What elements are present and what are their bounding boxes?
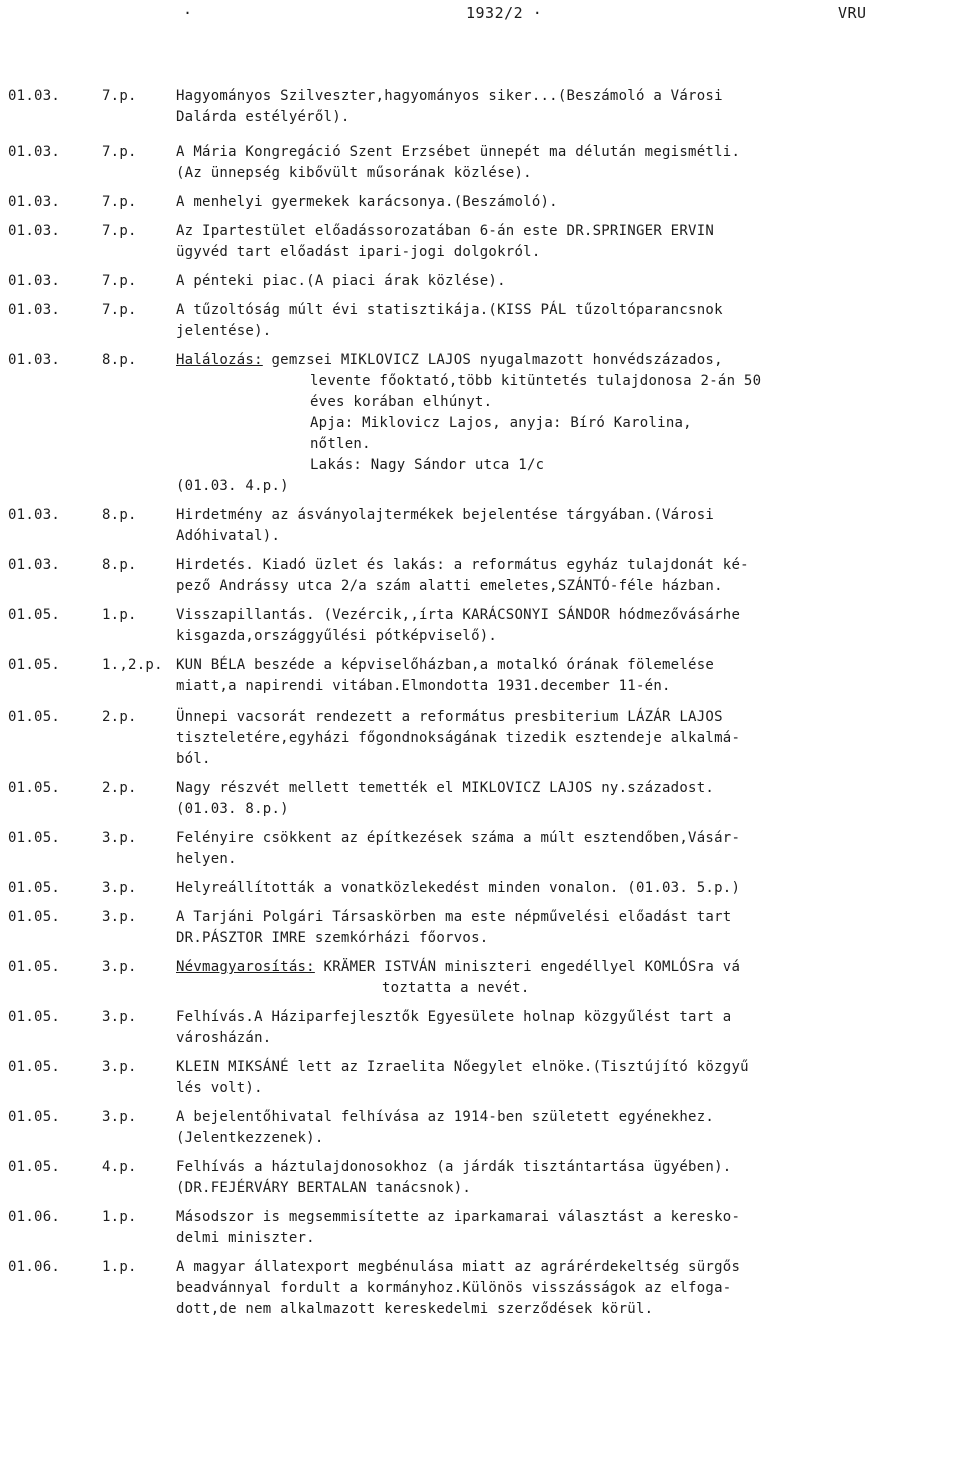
entry-date: 01.05. — [8, 1109, 61, 1125]
entry-text-line: lés volt). — [176, 1080, 263, 1096]
entry-list — [0, 78, 960, 1320]
entry-date: 01.06. — [8, 1209, 61, 1225]
entry-text-line: Ünnepi vacsorát rendezett a református presbiterium LÁZÁR LAJOS — [176, 709, 723, 725]
entry-page: 7.p. — [102, 194, 137, 210]
entry-page: 3.p. — [102, 909, 137, 925]
entry-lead: Névmagyarosítás: — [176, 959, 315, 975]
entry-text-line: ból. — [176, 751, 211, 767]
entry-page: 3.p. — [102, 959, 137, 975]
entry-date: 01.03. — [8, 144, 61, 160]
entry-row — [0, 86, 960, 128]
header-mark: · — [183, 4, 193, 22]
entry-row — [0, 878, 960, 899]
entry-date: 01.05. — [8, 1009, 61, 1025]
entry-text-line: Hagyományos Szilveszter,hagyományos siker...(Beszámoló a Városi — [176, 88, 723, 104]
entry-row — [0, 1157, 960, 1199]
entry-text-line: Felényire csökkent az építkezések száma a múlt esztendőben,Vásár- — [176, 830, 741, 846]
entry-page: 3.p. — [102, 880, 137, 896]
entry-text-line: jelentése). — [176, 323, 272, 339]
entry-text-line: A magyar állatexport megbénulása miatt az agrárérdekeltség sürgős — [176, 1259, 741, 1275]
entry-date: 01.05. — [8, 909, 61, 925]
entry-date: 01.03. — [8, 194, 61, 210]
entry-page: 2.p. — [102, 709, 137, 725]
entry-text-line: Névmagyarosítás: KRÄMER ISTVÁN miniszteri engedéllyel KOMLÓSra vá — [176, 959, 741, 975]
entry-date: 01.05. — [8, 657, 61, 673]
entry-text-line: Hirdetés. Kiadó üzlet és lakás: a református egyház tulajdonát ké- — [176, 557, 749, 573]
entry-page: 7.p. — [102, 223, 137, 239]
entry-date: 01.03. — [8, 507, 61, 523]
entry-text-line: Adóhivatal). — [176, 528, 281, 544]
entry-page: 1.p. — [102, 1209, 137, 1225]
entry-row — [0, 605, 960, 647]
entry-date: 01.03. — [8, 88, 61, 104]
entry-text-line: Helyreállították a vonatközlekedést minden vonalon. (01.03. 5.p.) — [176, 880, 741, 896]
entry-detail-line: nőtlen. — [310, 436, 371, 452]
entry-detail-line: éves korában elhúnyt. — [310, 394, 493, 410]
entry-row — [0, 350, 960, 497]
entry-text-line: A pénteki piac.(A piaci árak közlése). — [176, 273, 506, 289]
entry-row — [0, 300, 960, 342]
entry-date: 01.05. — [8, 1059, 61, 1075]
entry-text-line: Másodszor is megsemmisítette az iparkamarai választást a keresko- — [176, 1209, 741, 1225]
entry-text-line: (DR.FEJÉRVÁRY BERTALAN tanácsnok). — [176, 1180, 472, 1196]
entry-row — [0, 1257, 960, 1320]
entry-date: 01.05. — [8, 830, 61, 846]
entry-text-line: tiszteletére,egyházi főgondnokságának tizedik esztendeje alkalmá- — [176, 730, 741, 746]
entry-text-line: A Mária Kongregáció Szent Erzsébet ünnepét ma délután megismétli. — [176, 144, 741, 160]
entry-page: 7.p. — [102, 88, 137, 104]
entry-row — [0, 221, 960, 263]
entry-text-line: beadvánnyal fordult a kormányhoz.Különös visszásságok az elfoga- — [176, 1280, 732, 1296]
entry-text-line: DR.PÁSZTOR IMRE szemkórházi főorvos. — [176, 930, 489, 946]
entry-row — [0, 828, 960, 870]
entry-date: 01.03. — [8, 223, 61, 239]
entry-row — [0, 192, 960, 213]
entry-page: 8.p. — [102, 507, 137, 523]
entry-page: 3.p. — [102, 1059, 137, 1075]
entry-page: 7.p. — [102, 144, 137, 160]
entry-row — [0, 957, 960, 999]
entry-date: 01.03. — [8, 352, 61, 368]
entry-row — [0, 271, 960, 292]
entry-page: 1.p. — [102, 607, 137, 623]
entry-page: 3.p. — [102, 1009, 137, 1025]
entry-text-line: helyen. — [176, 851, 237, 867]
entry-text-line: Nagy részvét mellett temették el MIKLOVICZ LAJOS ny.századost. — [176, 780, 715, 796]
entry-text-line: pező Andrássy utca 2/a szám alatti emeletes,SZÁNTÓ-féle házban. — [176, 578, 723, 594]
entry-row — [0, 655, 960, 697]
entry-date: 01.05. — [8, 607, 61, 623]
page-header — [0, 0, 960, 26]
entry-text-line: ügyvéd tart előadást ipari-jogi dolgokról. — [176, 244, 541, 260]
entry-row — [0, 1007, 960, 1049]
entry-text-line: (Jelentkezzenek). — [176, 1130, 324, 1146]
entry-text-line: Dalárda estélyéről). — [176, 109, 350, 125]
entry-text-line: A menhelyi gyermekek karácsonya.(Beszámoló). — [176, 194, 558, 210]
entry-reference: (01.03. 4.p.) — [176, 478, 289, 494]
entry-row — [0, 555, 960, 597]
entry-detail-line: Apja: Miklovicz Lajos, anyja: Bíró Karolina, — [310, 415, 692, 431]
entry-detail-line: levente főoktató,több kitüntetés tulajdonosa 2-án 50 — [310, 373, 762, 389]
entry-date: 01.05. — [8, 1159, 61, 1175]
entry-text-line: A tűzoltóság múlt évi statisztikája.(KISS PÁL tűzoltóparancsnok — [176, 302, 723, 318]
entry-row — [0, 1057, 960, 1099]
entry-page: 1.p. — [102, 1259, 137, 1275]
entry-page: 1.,2.p. — [102, 657, 163, 673]
entry-text-line: A bejelentőhivatal felhívása az 1914-ben született egyénekhez. — [176, 1109, 715, 1125]
header-code: VRU — [838, 4, 867, 22]
entry-text-line: kisgazda,országgyűlési pótképviselő). — [176, 628, 498, 644]
entry-text-line: városházán. — [176, 1030, 272, 1046]
entry-continuation-line: toztatta a nevét. — [382, 980, 530, 996]
entry-text-line: (Az ünnepség kibővült műsorának közlése). — [176, 165, 532, 181]
entry-date: 01.06. — [8, 1259, 61, 1275]
entry-row — [0, 142, 960, 184]
entry-page: 7.p. — [102, 273, 137, 289]
entry-page: 3.p. — [102, 830, 137, 846]
entry-row — [0, 707, 960, 770]
entry-lead: Halálozás: — [176, 352, 263, 368]
entry-page: 8.p. — [102, 352, 137, 368]
entry-text-line: Felhívás.A Háziparfejlesztők Egyesülete holnap közgyűlést tart a — [176, 1009, 732, 1025]
entry-text-line: dott,de nem alkalmazott kereskedelmi szerződések körül. — [176, 1301, 654, 1317]
entry-date: 01.05. — [8, 780, 61, 796]
entry-date: 01.03. — [8, 557, 61, 573]
entry-page: 3.p. — [102, 1109, 137, 1125]
entry-text-line: delmi miniszter. — [176, 1230, 315, 1246]
entry-date: 01.03. — [8, 273, 61, 289]
entry-row — [0, 778, 960, 820]
entry-text-line: miatt,a napirendi vitában.Elmondotta 1931.december 11-én. — [176, 678, 671, 694]
entry-text-line: Hirdetmény az ásványolajtermékek bejelentése tárgyában.(Városi — [176, 507, 715, 523]
entry-row — [0, 1207, 960, 1249]
entry-text-line: A Tarjáni Polgári Társaskörben ma este népművelési előadást tart — [176, 909, 732, 925]
entry-page: 2.p. — [102, 780, 137, 796]
entry-text-line: KLEIN MIKSÁNÉ lett az Izraelita Nőegylet elnöke.(Tisztújító közgyű — [176, 1059, 749, 1075]
entry-text-line: Felhívás a háztulajdonosokhoz (a járdák tisztántartása ügyében). — [176, 1159, 732, 1175]
entry-text-line: Visszapillantás. (Vezércik,,írta KARÁCSONYI SÁNDOR hódmezővásárhe — [176, 607, 741, 623]
entry-page: 7.p. — [102, 302, 137, 318]
entry-detail-line: Lakás: Nagy Sándor utca 1/c — [310, 457, 545, 473]
entry-text-line: KUN BÉLA beszéde a képviselőházban,a motalkó órának fölemelése — [176, 657, 715, 673]
entry-page: 8.p. — [102, 557, 137, 573]
entry-text-line: Halálozás: gemzsei MIKLOVICZ LAJOS nyugalmazott honvédszázados, — [176, 352, 723, 368]
entry-row — [0, 907, 960, 949]
entry-row — [0, 505, 960, 547]
entry-text-line: (01.03. 8.p.) — [176, 801, 289, 817]
entry-date: 01.03. — [8, 302, 61, 318]
entry-row — [0, 1107, 960, 1149]
entry-date: 01.05. — [8, 709, 61, 725]
header-volume: 1932/2 · — [466, 4, 543, 22]
entry-date: 01.05. — [8, 880, 61, 896]
entry-page: 4.p. — [102, 1159, 137, 1175]
entry-date: 01.05. — [8, 959, 61, 975]
entry-text-line: Az Ipartestület előadássorozatában 6-án este DR.SPRINGER ERVIN — [176, 223, 715, 239]
